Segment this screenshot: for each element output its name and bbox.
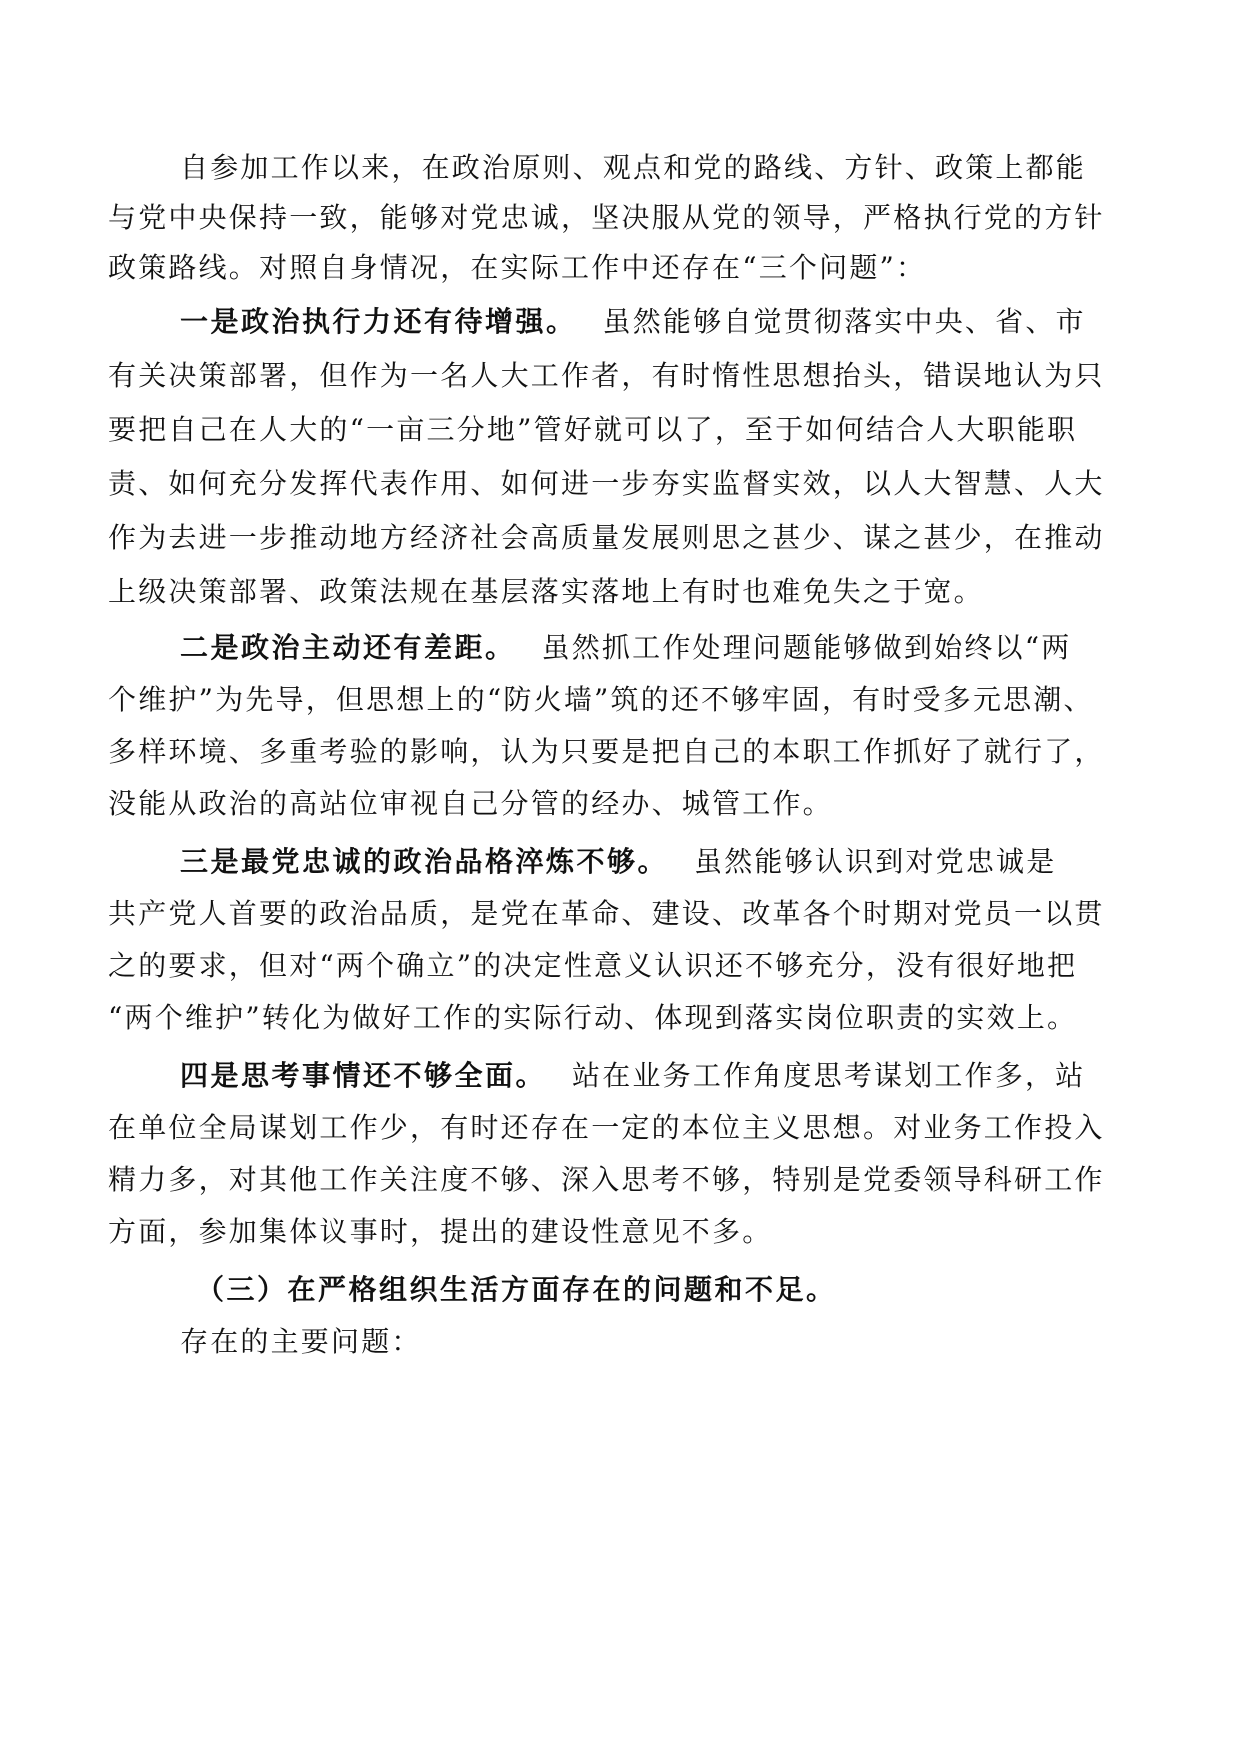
point-2-line-2: 个维护”为先导，但思想上的“防火墙”筑的还不够牢固，有时受多元思潮、 [108,683,1094,716]
point-3-text-start: 虽然能够认识到对党忠诚是 [694,845,1057,878]
point-1-line-2: 有关决策部署，但作为一名人大工作者，有时惰性思想抬头，错误地认为只 [108,359,1105,392]
intro-line-3: 政策路线。对照自身情况，在实际工作中还存在“三个问题”： [108,251,927,284]
point-2-first-line [180,628,1071,668]
point-3-line-3: 之的要求，但对“两个确立”的决定性意义认识还不够充分，没有很好地把 [108,949,1078,982]
intro-line-1: 自参加工作以来，在政治原则、观点和党的路线、方针、政策上都能 [180,151,1087,184]
point-3-line-4: “两个维护”转化为做好工作的实际行动、体现到落实岗位职责的实效上。 [108,1001,1078,1034]
point-4-line-3: 精力多，对其他工作关注度不够、深入思考不够，特别是党委领导科研工作 [108,1163,1105,1196]
point-1-first-line [180,302,1086,342]
point-1-line-5: 作为去进一步推动地方经济社会高质量发展则思之甚少、谋之甚少，在推动 [108,521,1105,554]
section-heading: （三）在严格组织生活方面存在的问题和不足。 [196,1273,837,1306]
point-4-line-2: 在单位全局谋划工作少，有时还存在一定的本位主义思想。对业务工作投入 [108,1111,1105,1144]
point-2-text-start: 虽然抓工作处理问题能够做到始终以“两 [541,631,1072,664]
point-1-title: 一是政治执行力还有待增强。 [180,305,577,338]
point-3-line-2: 共产党人首要的政治品质，是党在革命、建设、改革各个时期对党员一以贯 [108,897,1105,930]
point-3-first-line [180,842,1056,882]
point-2-title: 二是政治主动还有差距。 [180,631,516,664]
section-lead: 存在的主要问题： [180,1325,422,1358]
point-1-line-3: 要把自己在人大的“一亩三分地”管好就可以了，至于如何结合人大职能职 [108,413,1078,446]
point-4-text-start: 站在业务工作角度思考谋划工作多，站 [572,1059,1086,1092]
point-1-line-6: 上级决策部署、政策法规在基层落实落地上有时也难免失之于宽。 [108,575,984,608]
point-1-line-4: 责、如何充分发挥代表作用、如何进一步夯实监督实效，以人大智慧、人大 [108,467,1105,500]
point-4-first-line [180,1056,1085,1096]
point-4-line-4: 方面，参加集体议事时，提出的建设性意见不多。 [108,1215,773,1248]
point-1-text-start: 虽然能够自觉贯彻落实中央、省、市 [602,305,1086,338]
point-4-title: 四是思考事情还不够全面。 [180,1059,547,1092]
point-2-line-3: 多样环境、多重考验的影响，认为只要是把自己的本职工作抓好了就行了， [108,735,1105,768]
point-3-title: 三是最党忠诚的政治品格淬炼不够。 [180,845,669,878]
intro-line-2: 与党中央保持一致，能够对党忠诚，坚决服从党的领导，严格执行党的方针 [108,201,1105,234]
point-2-line-4: 没能从政治的高站位审视自己分管的经办、城管工作。 [108,787,833,820]
